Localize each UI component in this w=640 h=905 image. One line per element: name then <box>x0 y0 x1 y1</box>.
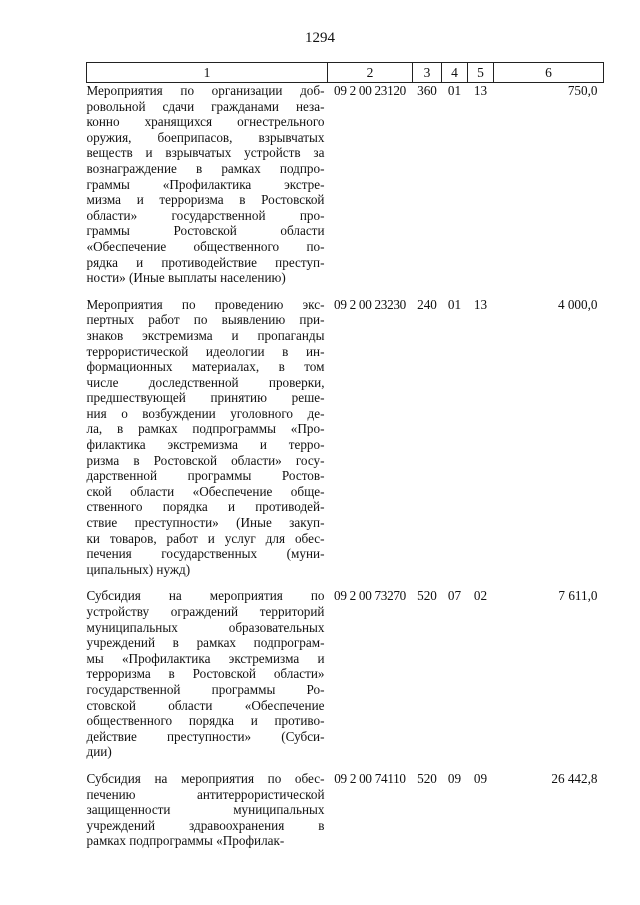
row-spacer <box>87 760 604 771</box>
description-line: устройству ограждений территорий <box>86 604 325 619</box>
expense-type-code: 360 <box>417 83 437 98</box>
description-line: области» государственной про- <box>86 207 325 223</box>
budget-table <box>86 62 604 849</box>
description-line: Субсидия на мероприятия по обес- <box>86 770 325 786</box>
description-line: дарственной программы Ростов- <box>86 468 325 484</box>
row-description <box>87 771 328 849</box>
description-line: ственного порядка и противодей- <box>86 499 325 515</box>
description-line: граммы Ростовской области <box>86 223 325 239</box>
row-description <box>87 83 328 286</box>
table-header-row <box>87 63 604 83</box>
section-code: 01 <box>447 296 462 312</box>
description-line: Субсидия на мероприятия по <box>86 588 325 604</box>
amount-value: 750,0 <box>567 83 598 98</box>
description-line: общественного порядка и противо- <box>86 713 325 729</box>
target-article-code: 09 2 00 73270 <box>334 588 406 604</box>
description-line: учреждений здравоохранения в <box>86 817 325 833</box>
target-article-code: 09 2 00 23120 <box>334 83 406 98</box>
description-line: стовской области «Обеспечение <box>86 697 325 713</box>
row-spacer <box>87 286 604 297</box>
column-header-1: 1 <box>87 63 328 83</box>
subsection-code: 13 <box>473 83 488 98</box>
description-line: дии) <box>86 744 112 760</box>
page-number: 1294 <box>305 30 335 46</box>
description-line: Мероприятия по проведению экс- <box>86 296 325 312</box>
description-line: террористической идеологии в ин- <box>86 343 325 359</box>
description-line: мизма и терроризма в Ростовской <box>86 192 325 208</box>
row-description <box>87 297 328 578</box>
description-line: ровольной сдачи гражданами неза- <box>86 98 325 114</box>
column-header-3: 3 <box>413 63 442 83</box>
subsection-code: 13 <box>473 296 488 312</box>
table-row <box>87 771 604 849</box>
description-line: предшествующей принятию реше- <box>86 390 325 406</box>
description-line: ния о возбуждении уголовного де- <box>86 405 325 421</box>
row-description <box>87 588 328 760</box>
expense-type-code: 520 <box>417 588 437 604</box>
description-line: ской области «Обеспечение обще- <box>86 483 325 499</box>
amount-value: 7 611,0 <box>558 588 598 604</box>
subsection-code: 09 <box>473 770 488 786</box>
description-line: вознаграждение в рамках подпро- <box>86 160 325 176</box>
amount-value: 26 442,8 <box>551 770 598 786</box>
amount-value: 4 000,0 <box>557 296 598 312</box>
description-line: муниципальных образовательных <box>86 619 325 635</box>
description-line: терроризма в Ростовской области» <box>86 666 325 682</box>
description-line: ризма в Ростовской области» госу- <box>86 452 325 468</box>
description-line: ла, в рамках подпрограммы «Про- <box>86 421 325 437</box>
description-line: веществ и взрывчатых устройств за <box>86 145 325 161</box>
description-line: ности» (Иные выплаты населению) <box>86 270 286 286</box>
expense-type-code: 520 <box>417 770 437 786</box>
description-line: рамках подпрограммы «Профилак- <box>86 833 285 849</box>
section-code: 07 <box>447 588 462 604</box>
description-line: мы «Профилактика экстремизма и <box>86 650 325 666</box>
description-line: знаков экстремизма и пропаганды <box>86 327 325 343</box>
column-header-2: 2 <box>328 63 413 83</box>
description-line: конно хранящихся огнестрельного <box>86 114 325 130</box>
table-row <box>87 83 604 286</box>
target-article-code: 09 2 00 74110 <box>334 770 406 786</box>
row-spacer-cell <box>87 760 604 771</box>
row-spacer-cell <box>87 577 604 588</box>
description-line: «Обеспечение общественного по- <box>86 238 325 254</box>
row-spacer <box>87 577 604 588</box>
column-header-4: 4 <box>442 63 468 83</box>
description-line: ствие преступности» (Иные закуп- <box>86 515 325 531</box>
description-line: пертных работ по выявлению при- <box>86 312 325 328</box>
description-line: граммы «Профилактика экстре- <box>86 176 325 192</box>
description-line: печению антитеррористической <box>86 786 325 802</box>
table-body <box>87 83 604 849</box>
description-line: ки товаров, работ и услуг для обес- <box>86 530 325 546</box>
description-line: оружия, боеприпасов, взрывчатых <box>86 129 325 145</box>
column-header-6: 6 <box>494 63 604 83</box>
expense-type-code: 240 <box>417 296 437 312</box>
table-row <box>87 297 604 578</box>
description-line: государственной программы Ро- <box>86 681 325 697</box>
section-code: 01 <box>447 83 462 98</box>
description-line: печения государственных (муни- <box>86 546 325 562</box>
description-line: Мероприятия по организации доб- <box>86 83 325 98</box>
description-line: формационных материалах, в том <box>86 359 325 375</box>
column-header-5: 5 <box>468 63 494 83</box>
description-line: учреждений в рамках подпрограм- <box>86 635 325 651</box>
description-line: защищенности муниципальных <box>86 802 325 818</box>
section-code: 09 <box>447 770 462 786</box>
description-line: числе доследственной проверки, <box>86 374 325 390</box>
row-spacer-cell <box>87 286 604 297</box>
description-line: ципальных) нужд) <box>86 561 191 577</box>
target-article-code: 09 2 00 23230 <box>334 296 406 312</box>
description-line: действие преступности» (Субси- <box>86 728 325 744</box>
subsection-code: 02 <box>473 588 488 604</box>
description-line: рядка и противодействие преступ- <box>86 254 325 270</box>
description-line: филактика экстремизма и терро- <box>86 437 325 453</box>
table-row <box>87 588 604 760</box>
